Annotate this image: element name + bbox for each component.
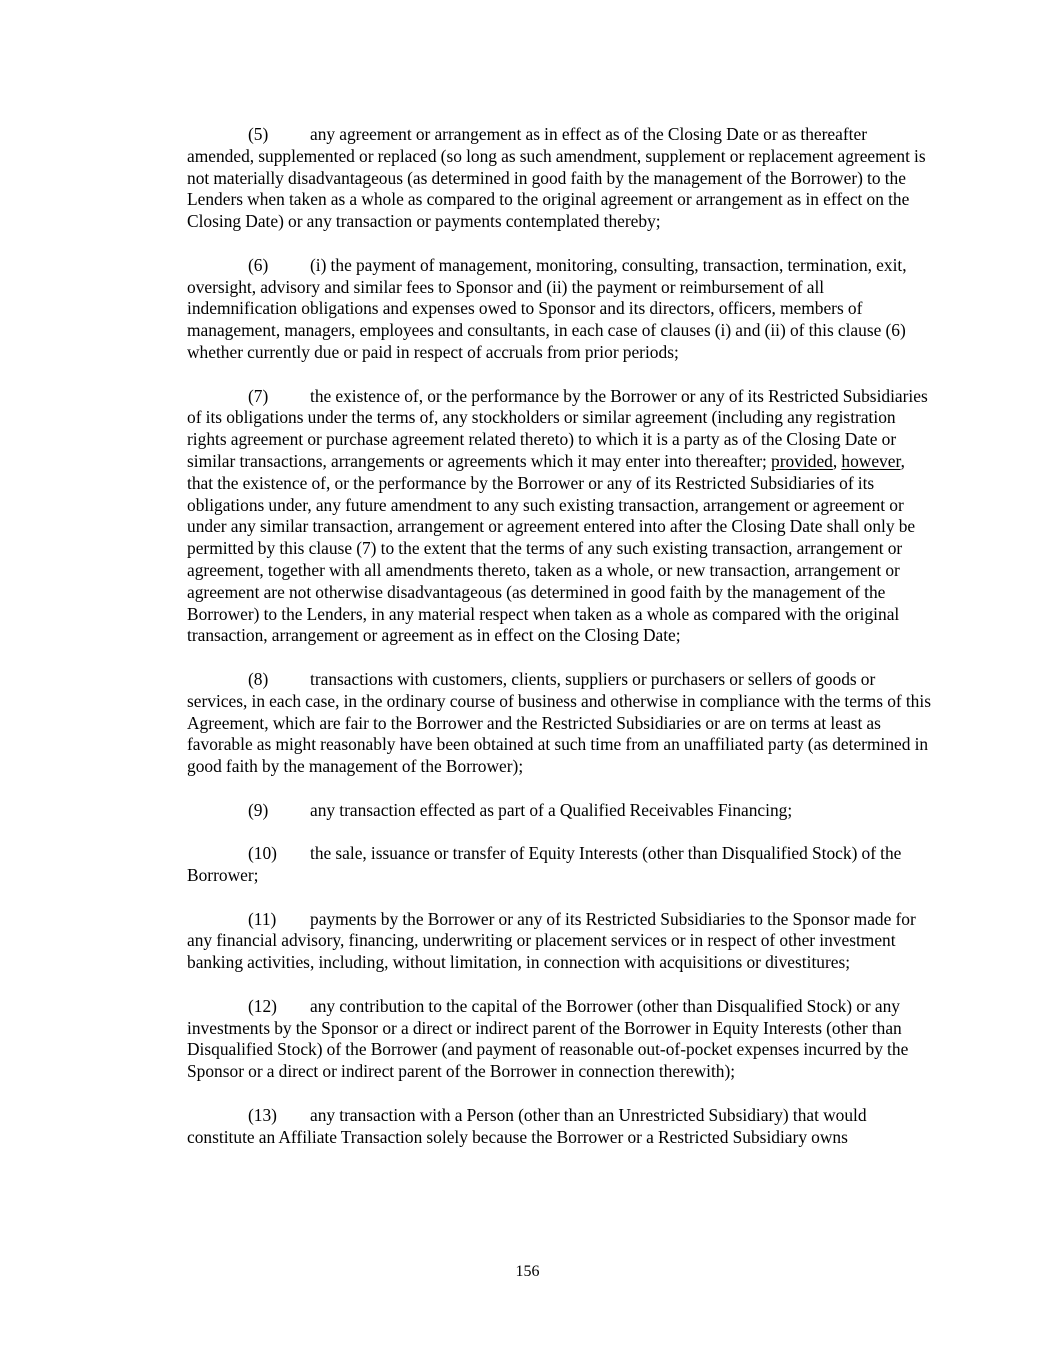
- clause-5: [187, 124, 935, 233]
- however-term: however: [841, 450, 901, 471]
- clause-11: [187, 909, 935, 974]
- clause-8: [187, 669, 935, 778]
- clause-text: transactions with customers, clients, suppliers or purchasers or sellers of goods or services, in each case, in the ordinary course of business and otherwise in compliance with the terms of this Agreement, which are fair to the Borrower and the Restricted Subsidiaries or are on terms at least as favorable as might reasonably have been obtained at such time from an unaffiliated party (as determined in good faith by the management of the Borrower);: [187, 668, 931, 777]
- clause-number: (9): [248, 799, 269, 820]
- clause-number: (7): [248, 385, 269, 406]
- clause-number: (8): [248, 668, 269, 689]
- clause-text: any contribution to the capital of the Borrower (other than Disqualified Stock) or any investments by the Sponsor or a direct or indirect parent of the Borrower in Equity Interests (other than Disqualified Stock) of the Borrower (and payment of reasonable out-of-pocket expenses incurred by the Sponsor or a direct or indirect parent of the Borrower in connection therewith);: [187, 995, 909, 1082]
- clause-13: [187, 1105, 935, 1149]
- clause-text: the existence of, or the performance by the Borrower or any of its Restricted Subsidiaries of its obligations under the terms of, any stockholders or similar agreement (including any registration rights agreement or purchase agreement related thereto) to which it is a party as of the Closing Date or similar transactions, arrangements or agreements which it may enter into thereafter;: [187, 385, 928, 471]
- clause-text: any transaction effected as part of a Qualified Receivables Financing;: [310, 799, 793, 820]
- clause-number: (13): [248, 1104, 277, 1125]
- clause-6: [187, 255, 935, 364]
- clause-10: [187, 843, 935, 887]
- document-body: [187, 124, 935, 1170]
- clause-number: (12): [248, 995, 277, 1016]
- clause-7: [187, 386, 935, 648]
- page-number: 156: [515, 1263, 540, 1280]
- clause-9: [187, 800, 935, 822]
- provided-term: provided: [771, 450, 833, 471]
- clause-text: any transaction with a Person (other than an Unrestricted Subsidiary) that would constitute an Affiliate Transaction solely because the Borrower or a Restricted Subsidiary owns: [187, 1104, 867, 1147]
- clause-12: [187, 996, 935, 1083]
- clause-text: payments by the Borrower or any of its Restricted Subsidiaries to the Sponsor made for any financial advisory, financing, underwriting or placement services or in respect of other investment banking activities, including, without limitation, in connection with acquisitions or divestitures;: [187, 908, 916, 973]
- clause-text-continued: , that the existence of, or the performance by the Borrower or any of its Restricted Subsidiaries of its obligations under, any future amendment to any such existing transaction, arrangement or agreement or under any similar transaction, arrangement or agreement entered into after the Closing Date shall only be permitted by this clause (7) to the extent that the terms of any such existing transaction, arrangement or agreement, together with all amendments thereto, taken as a whole, or new transaction, arrangement or agreement are not otherwise disadvantageous (as determined in good faith by the management of the Borrower) to the Lenders, in any material respect when taken as a whole as compared with the original transaction, arrangement or agreement as in effect on the Closing Date;: [187, 450, 916, 646]
- comma-separator: ,: [832, 450, 838, 471]
- clause-number: (11): [248, 908, 277, 929]
- clause-number: (5): [248, 124, 269, 144]
- clause-text: any agreement or arrangement as in effect as of the Closing Date or as thereafter amended, supplemented or replaced (so long as such amendment, supplement or replacement agreement is not materially disadvantageous (as determined in good faith by the management of the Borrower) to the Lenders when taken as a whole as compared to the original agreement or arrangement as in effect on the Closing Date) or any transaction or payments contemplated thereby;: [187, 124, 926, 232]
- clause-number: (10): [248, 843, 277, 864]
- clause-number: (6): [248, 254, 269, 275]
- clause-text: the sale, issuance or transfer of Equity Interests (other than Disqualified Stock) of the Borrower;: [187, 843, 902, 886]
- clause-text: (i) the payment of management, monitoring, consulting, transaction, termination, exit, oversight, advisory and similar fees to Sponsor and (ii) the payment or reimbursement of all indemnification obligations and expenses owed to Sponsor and its directors, officers, members of management, managers, employees and consultants, in each case of clauses (i) and (ii) of this clause (6) whether currently due or paid in respect of accruals from prior periods;: [187, 254, 907, 362]
